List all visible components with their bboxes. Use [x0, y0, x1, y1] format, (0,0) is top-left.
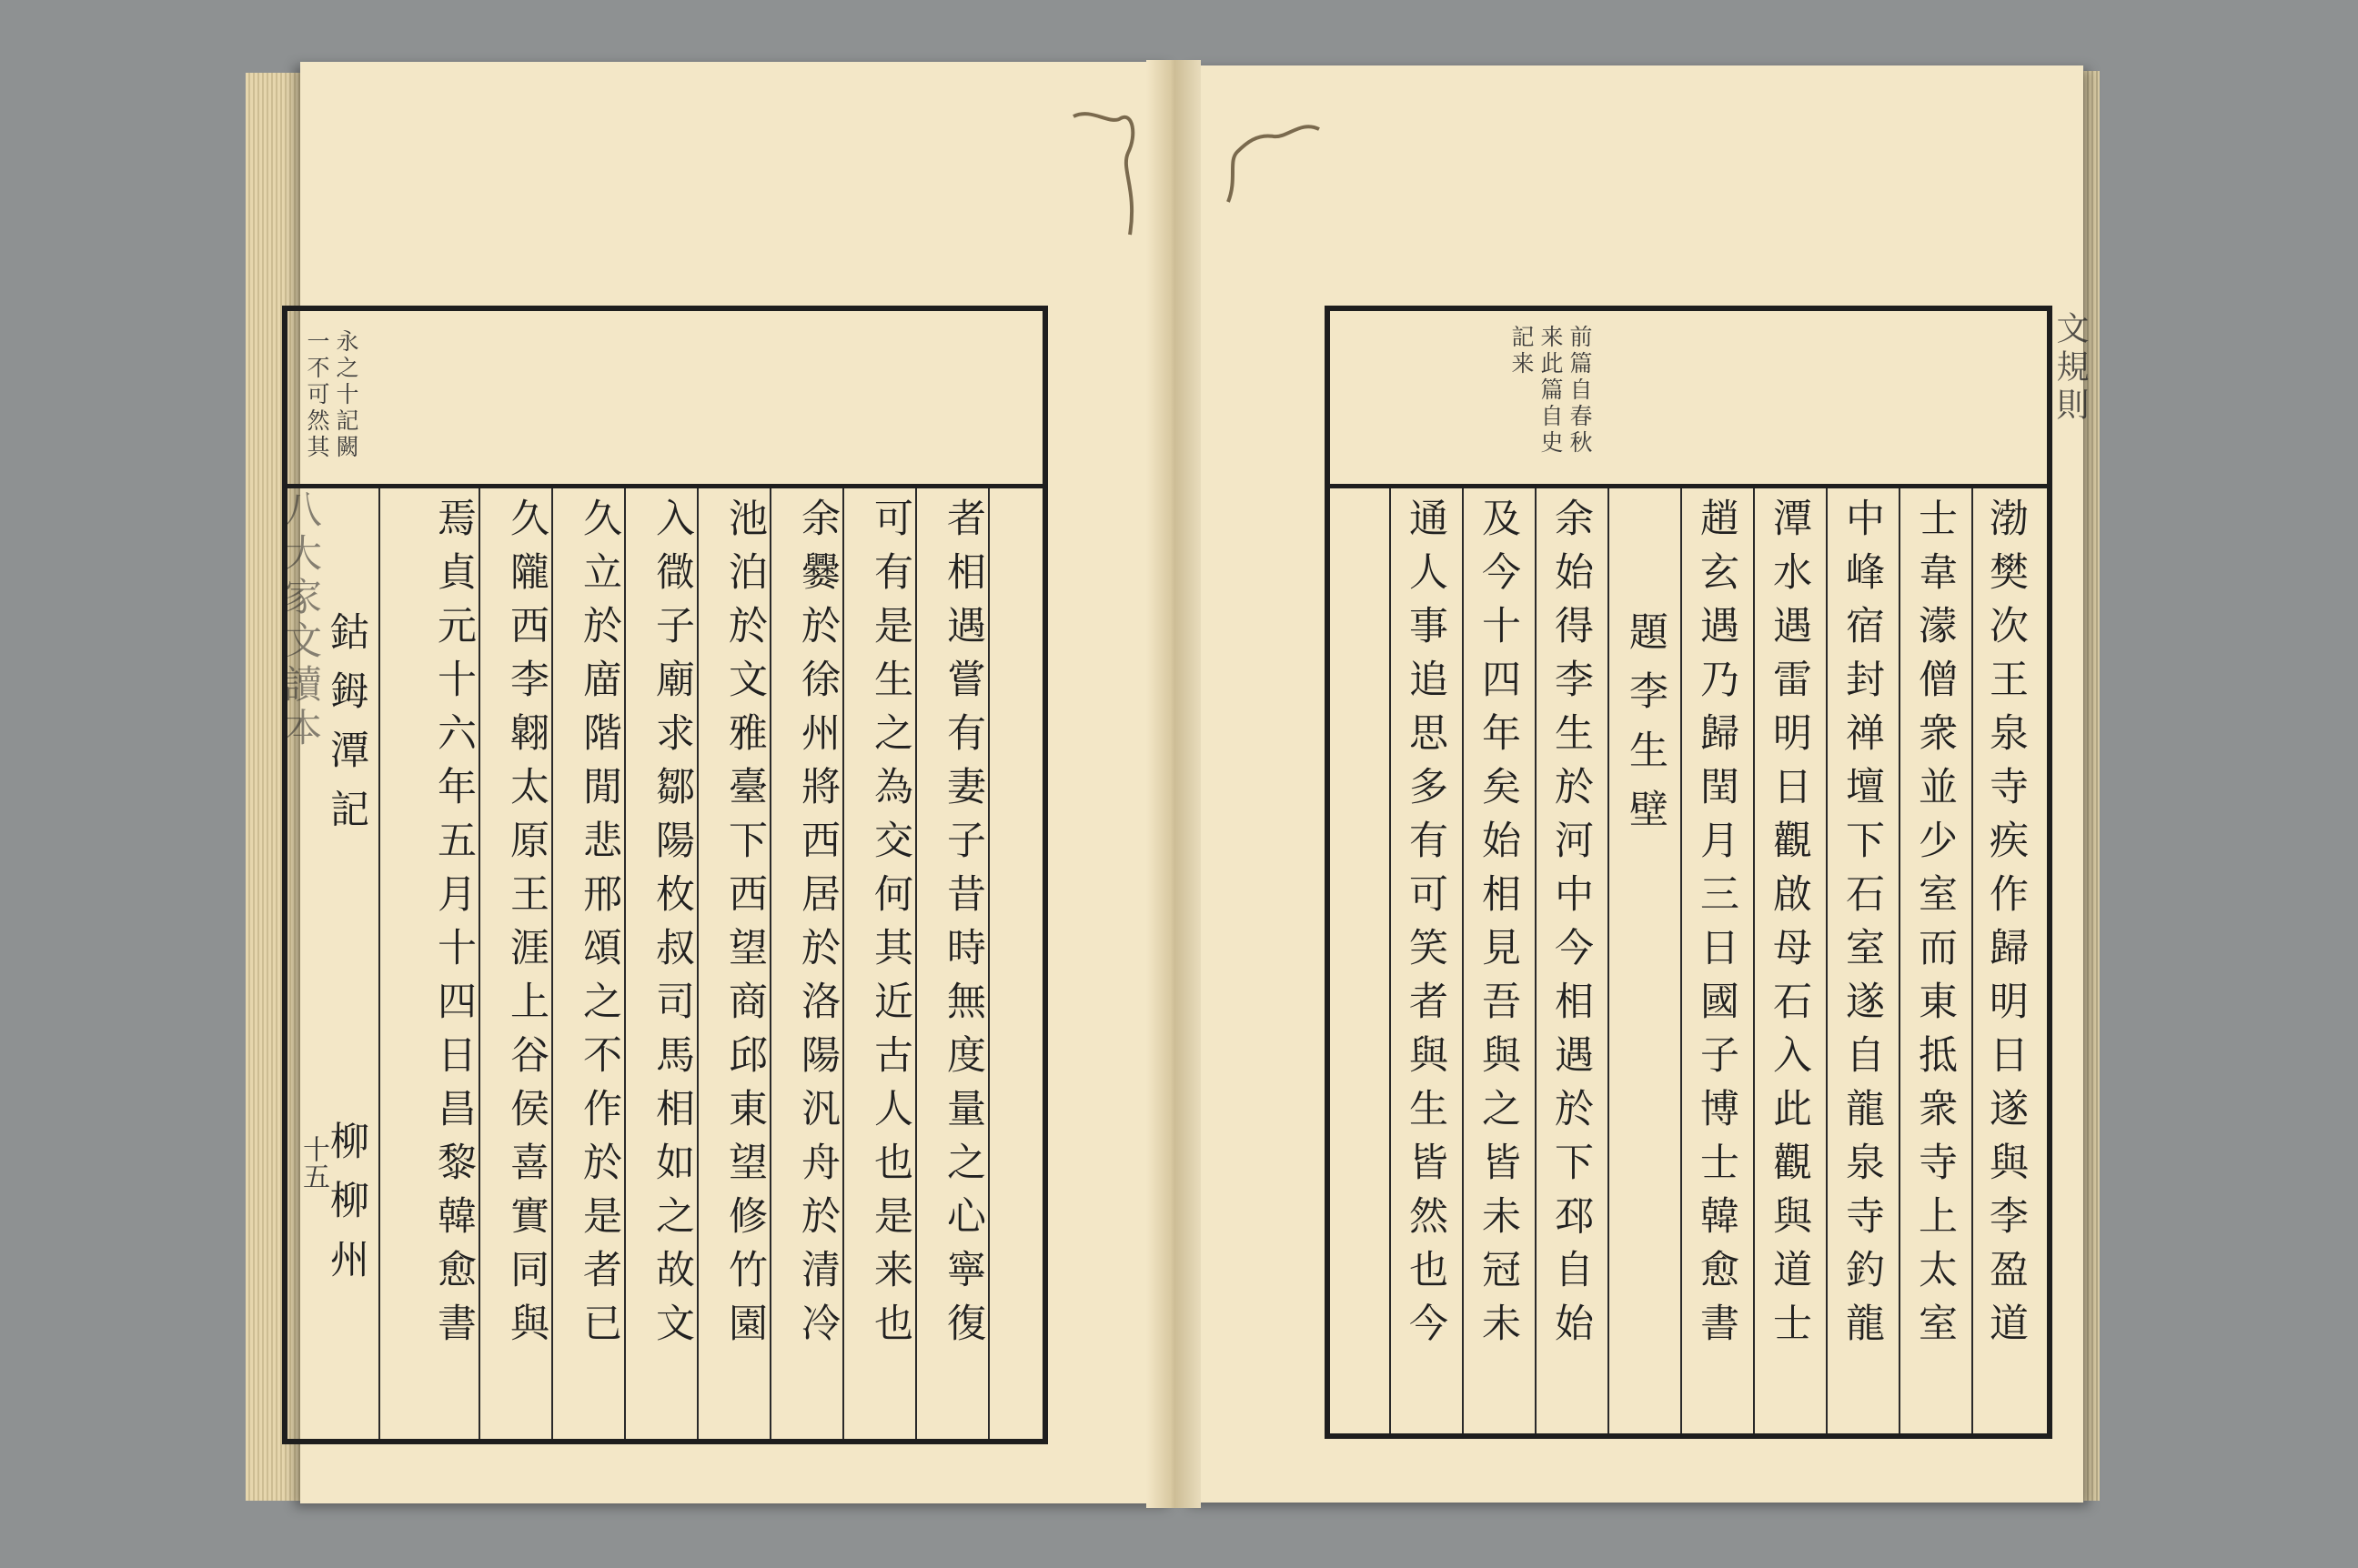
column-rule — [1826, 488, 1828, 1433]
left-headnote-1: 永之十記闕 — [333, 329, 359, 461]
paper-tear-left — [1064, 98, 1155, 244]
left-headnote-2: 一不可然其 — [304, 329, 330, 461]
right-headnote-1: 前篇自春秋 — [1567, 325, 1593, 457]
left-header-band — [287, 311, 1043, 488]
column-rule — [624, 488, 626, 1439]
column-rule — [988, 488, 990, 1439]
column-rule — [770, 488, 771, 1439]
book-gutter — [1146, 60, 1201, 1508]
left-text-frame — [282, 306, 1048, 1444]
right-header-band — [1330, 311, 2047, 488]
column-rule — [551, 488, 553, 1439]
column-rule — [1535, 488, 1537, 1433]
text-column-3: 余爨於徐州將西居於洛陽汎舟於清冷 — [795, 498, 841, 1356]
text-column-3: 中峰宿封禅壇下石室遂自龍泉寺釣龍 — [1839, 498, 1885, 1356]
right-page — [1183, 65, 2089, 1503]
text-column-1: 渤樊次王泉寺疾作歸明日遂與李盈道 — [1983, 498, 2029, 1356]
text-column-5: 入㣲子廟求鄒陽枚叔司馬相如之故文 — [650, 498, 695, 1356]
column-rule — [697, 488, 699, 1439]
column-rule — [378, 488, 380, 1439]
text-column-7: 及今十四年矣始相見吾與之皆未冠未 — [1476, 498, 1521, 1356]
edge-title: 文規則 — [2051, 311, 2089, 426]
text-column-6: 余始得李生於河中今相遇於下邳自始 — [1548, 498, 1594, 1356]
column-rule — [1607, 488, 1609, 1433]
text-column-7: 久隴西李翺太原王涯上谷侯喜實同與 — [504, 498, 549, 1356]
right-headnote-2: 来此篇自史 — [1537, 325, 1564, 457]
text-column-6: 久立於庿階閒悲邢頌之不作於是者已 — [577, 498, 622, 1356]
section-title: 題李生壁 — [1623, 611, 1668, 848]
column-rule — [1753, 488, 1755, 1433]
paper-tear-right — [1201, 102, 1328, 238]
left-page — [278, 62, 1174, 1503]
column-rule — [479, 488, 480, 1439]
text-column-8: 通人事追思多有可笑者與生皆然也今 — [1403, 498, 1448, 1356]
column-rule — [1680, 488, 1682, 1433]
right-text-frame — [1325, 306, 2052, 1439]
section-author: 柳柳州 — [324, 1121, 369, 1298]
section-title: 鈷鉧潭記 — [324, 611, 369, 848]
text-column-1: 者相遇嘗有妻子昔時無度量之心寧復 — [941, 498, 986, 1356]
column-rule — [1971, 488, 1973, 1433]
column-rule — [1899, 488, 1900, 1433]
column-rule — [915, 488, 917, 1439]
text-column-4: 池泊於文雅臺下西望商邱東望修竹園 — [722, 498, 768, 1356]
column-rule — [1462, 488, 1464, 1433]
page-number: 十五 — [297, 1135, 329, 1190]
text-column-5: 趙玄遇乃歸閏月三日國子博士韓愈書 — [1694, 498, 1739, 1356]
text-column-4: 潭水遇雷明日觀啟母石入此觀與道士 — [1767, 498, 1812, 1356]
column-rule — [842, 488, 844, 1439]
text-column-2: 士韋濛僧衆並少室而東抵衆寺上太室 — [1912, 498, 1958, 1356]
right-headnote-3: 記来 — [1508, 325, 1535, 377]
spine-title: 八大家文讀本 — [278, 489, 323, 751]
text-column-2: 可有是生之為交何其近古人也是来也 — [868, 498, 913, 1356]
text-column-8: 焉貞元十六年五月十四日昌黎韓愈書 — [431, 498, 477, 1356]
column-rule — [1389, 488, 1391, 1433]
